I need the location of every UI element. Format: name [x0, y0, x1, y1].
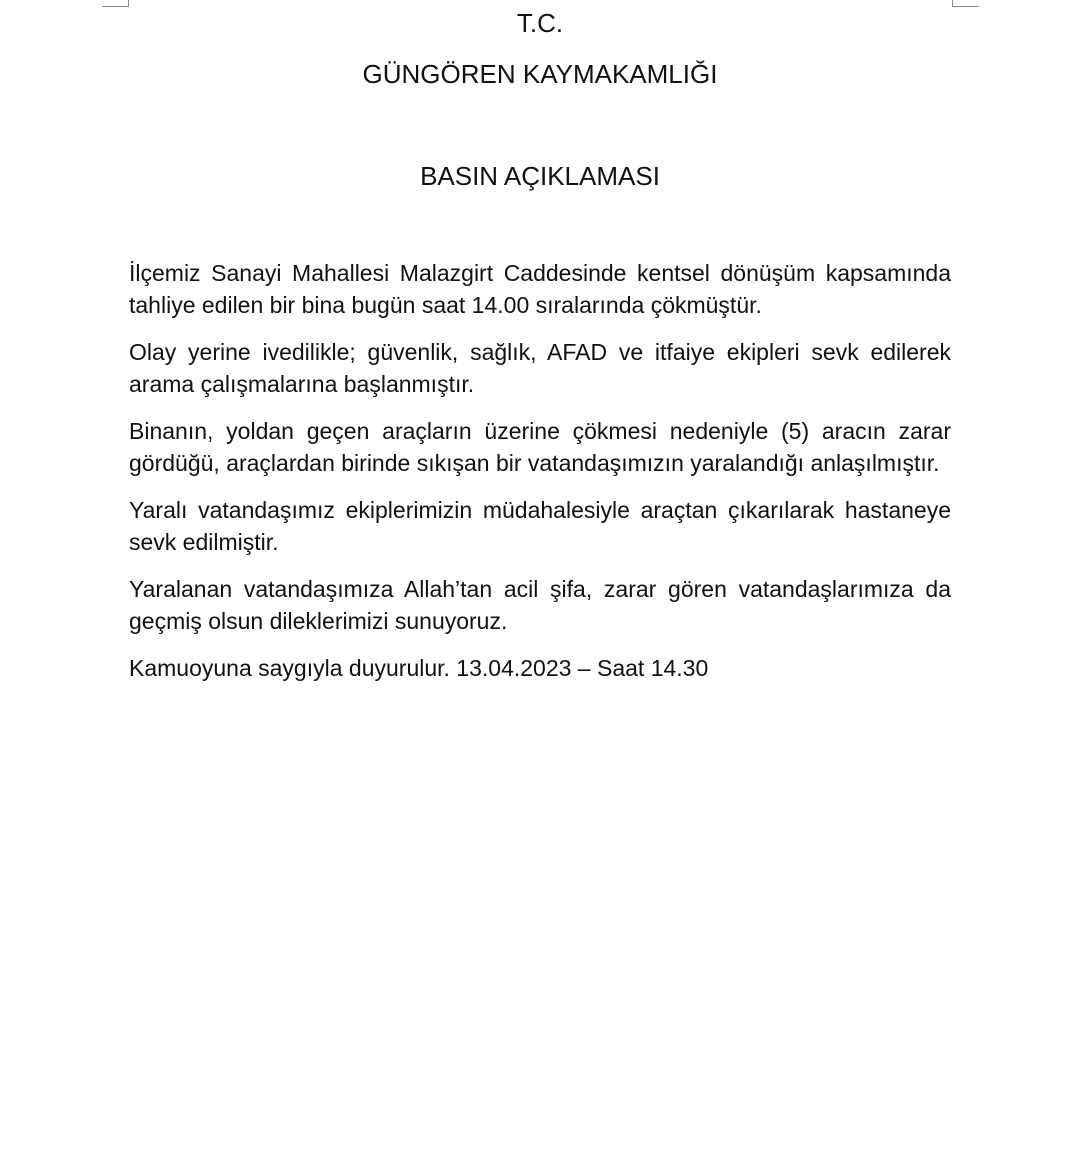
paragraph-3: Binanın, yoldan geçen araçların üzerine çökmesi nedeniyle (5) aracın zarar gördüğü, araçlardan birinde sıkışan bir vatandaşımızın yaralandığı anlaşılmıştır.	[129, 418, 951, 476]
page-margin-marker-right	[952, 0, 979, 7]
paragraph-2: Olay yerine ivedilikle; güvenlik, sağlık, AFAD ve itfaiye ekipleri sevk edilerek arama çalışmalarına başlanmıştır.	[129, 339, 951, 397]
paragraph-1: İlçemiz Sanayi Mahallesi Malazgirt Caddesinde kentsel dönüşüm kapsamında tahliye edilen bir bina bugün saat 14.00 sıralarında çökmüştür.	[129, 260, 951, 318]
paragraph-5: Yaralanan vatandaşımıza Allah’tan acil şifa, zarar gören vatandaşlarımıza da geçmiş olsun dileklerimizi sunuyoruz.	[129, 576, 951, 634]
closing-line: Kamuoyuna saygıyla duyurulur. 13.04.2023 – Saat 14.30	[129, 655, 709, 681]
document-title: BASIN AÇIKLAMASI	[420, 161, 660, 191]
page-margin-marker-left	[102, 0, 129, 7]
document-body	[129, 257, 951, 699]
header-office-name: GÜNGÖREN KAYMAKAMLIĞI	[362, 59, 718, 89]
header-tc: T.C.	[516, 8, 564, 38]
paragraph-4: Yaralı vatandaşımız ekiplerimizin müdahalesiyle araçtan çıkarılarak hastaneye sevk edilmiştir.	[129, 497, 951, 555]
